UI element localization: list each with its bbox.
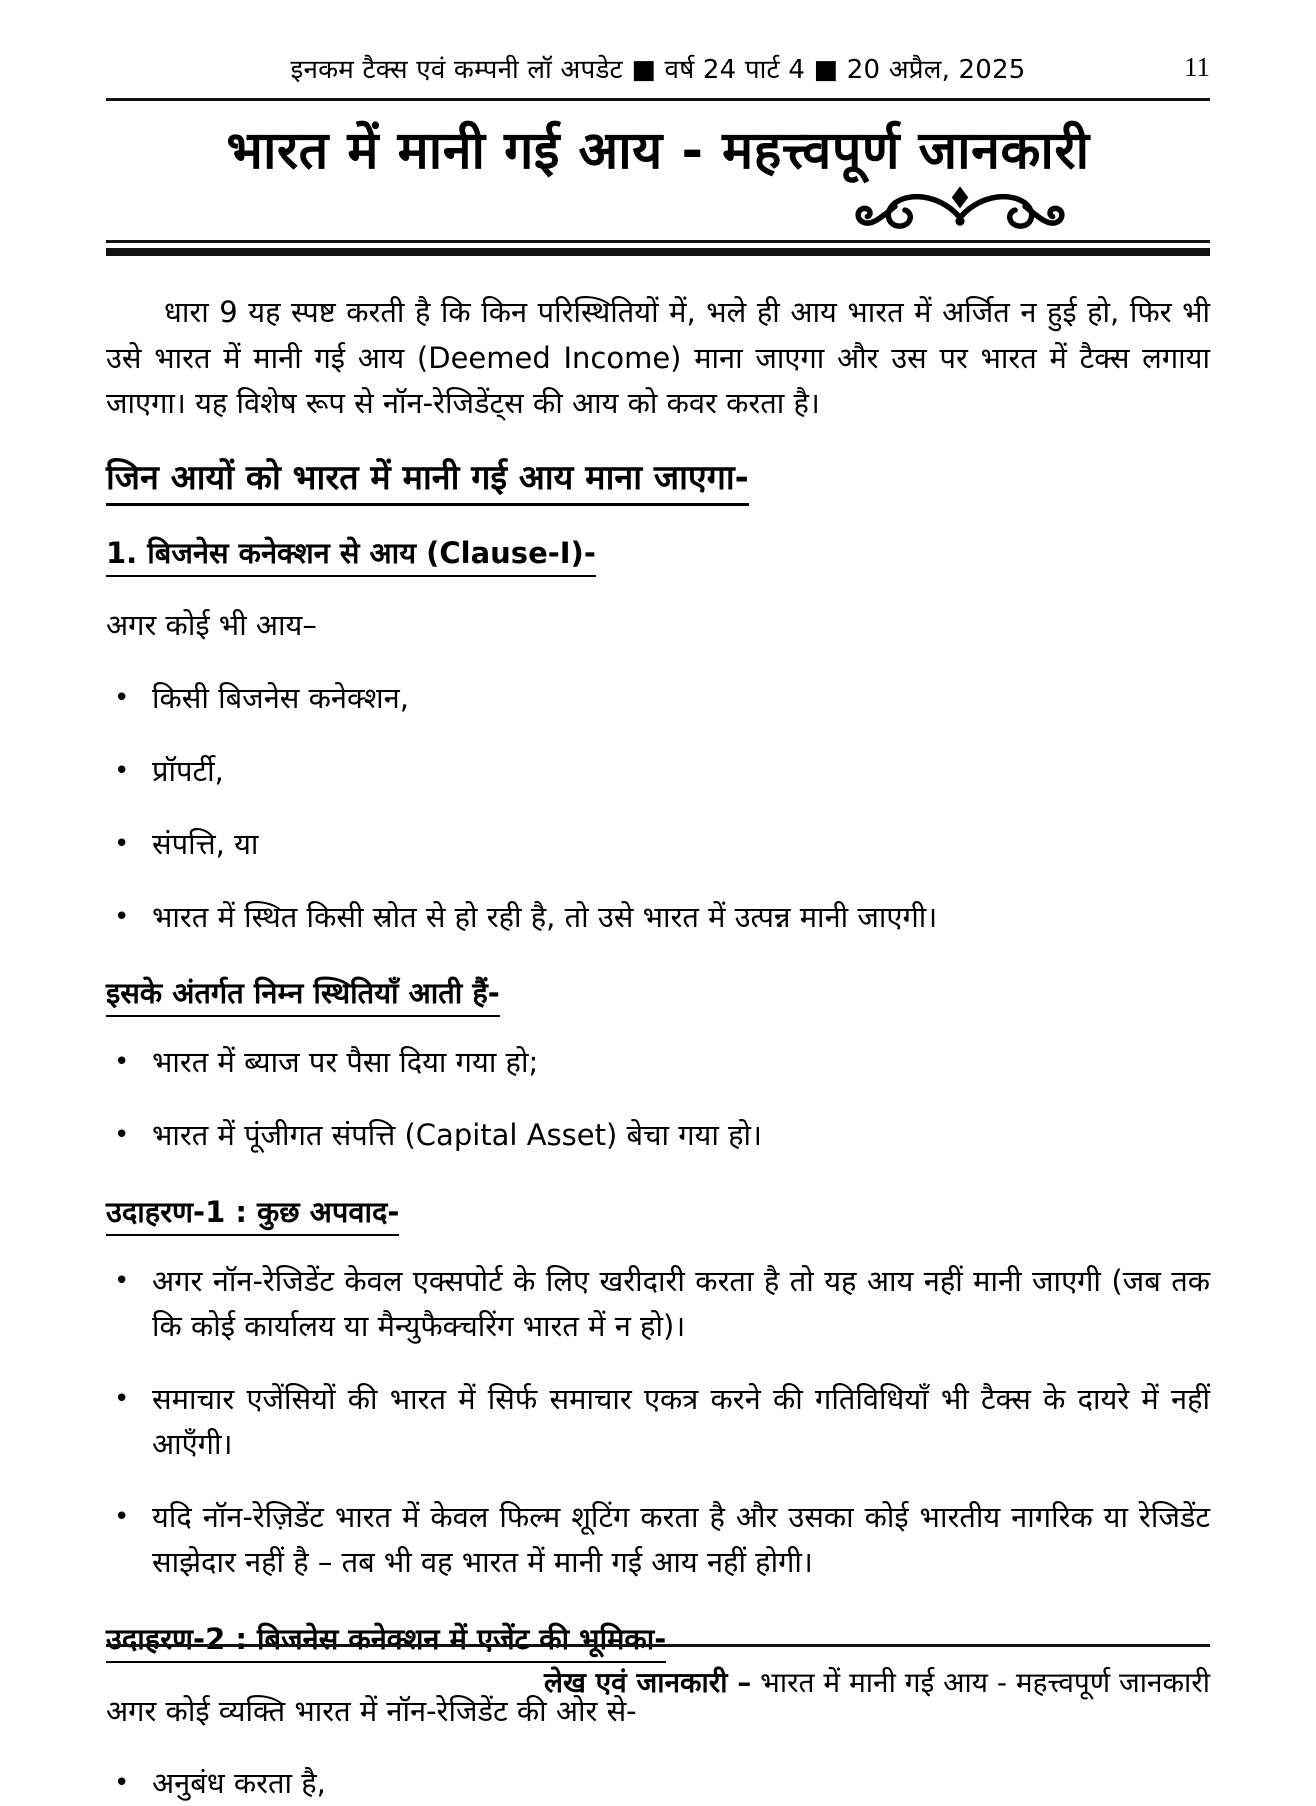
bullet-icon [106, 822, 152, 867]
bullet-icon [106, 1040, 152, 1085]
subheading-situations: इसके अंतर्गत निम्न स्थितियाँ आती हैं- [106, 973, 1210, 1012]
journal-issue-line: इनकम टैक्स एवं कम्पनी लॉ अपडेट ■ वर्ष 24 पार्ट 4 ■ 20 अप्रैल, 2025 [290, 55, 1026, 85]
bullet-list-agent-role [106, 1761, 1210, 1806]
footer-rule [106, 1644, 1210, 1647]
bullet-icon [106, 1495, 152, 1585]
footer-line [106, 1663, 1210, 1701]
list-item: • प्रॉपर्टी, [106, 749, 1210, 794]
intro-paragraph: धारा 9 यह स्पष्ट करती है कि किन परिस्थितियों में, भले ही आय भारत में अर्जित न हुई हो, फिर भी उसे भारत में मानी गई आय (Deemed Income) माना जाएगा और उस पर भारत में टैक्स लगाया जाएगा। यह विशेष रूप से नॉन-रेजिडेंट्स की आय को कवर करता है। [106, 294, 1210, 421]
bullet-icon [106, 895, 152, 940]
bullet-list-exceptions [106, 1259, 1210, 1585]
list-item: • भारत में स्थित किसी स्रोत से हो रही है, तो उसे भारत में उत्पन्न मानी जाएगी। [106, 895, 1210, 940]
bullet-list-situations [106, 1040, 1210, 1158]
ornament-row [106, 184, 1210, 240]
lead-paragraph-agent: अगर कोई व्यक्ति भारत में नॉन-रेजिडेंट की ओर से- [106, 1693, 637, 1728]
subheading-business-connection: 1. बिजनेस कनेक्शन से आय (Clause-I)- [106, 533, 1210, 572]
bullet-icon [106, 1377, 152, 1467]
page-header [106, 0, 1210, 92]
bullet-icon [106, 1259, 152, 1349]
subheading-example-2: उदाहरण-2 : बिजनेस कनेक्शन में एजेंट की भूमिका- [106, 1619, 1210, 1658]
list-item: • अनुबंध करता है, [106, 1761, 1210, 1806]
title-rule-thin [106, 240, 1210, 243]
list-item: • अगर नॉन-रेजिडेंट केवल एक्सपोर्ट के लिए खरीदारी करता है तो यह आय नहीं मानी जाएगी (जब तक कि कोई कार्यालय या मैन्युफैक्चरिंग भारत में न हो)। [106, 1259, 1210, 1349]
bullet-list-income-sources [106, 676, 1210, 940]
bullet-icon [106, 749, 152, 794]
article-title: भारत में मानी गई आय - महत्त्वपूर्ण जानकारी [226, 121, 1090, 181]
list-item: • भारत में पूंजीगत संपत्ति (Capital Asset) बेचा गया हो। [106, 1113, 1210, 1158]
list-item: • भारत में ब्याज पर पैसा दिया गया हो; [106, 1040, 1210, 1085]
lead-paragraph: अगर कोई भी आय– [106, 608, 317, 643]
footer-article-title: भारत में मानी गई आय - महत्त्वपूर्ण जानकारी [760, 1666, 1210, 1699]
list-item: • किसी बिजनेस कनेक्शन, [106, 676, 1210, 721]
list-item: • समाचार एजेंसियों की भारत में सिर्फ समाचार एकत्र करने की गतिविधियाँ भी टैक्स के दायरे में नहीं आएँगी। [106, 1377, 1210, 1467]
header-rule [106, 98, 1210, 101]
page-footer [106, 1644, 1210, 1701]
footer-section-label: लेख एवं जानकारी – [544, 1666, 752, 1699]
subheading-example-1: उदाहरण-1 : कुछ अपवाद- [106, 1192, 1210, 1231]
title-rule-thick [106, 248, 1210, 256]
bullet-icon [106, 1113, 152, 1158]
bullet-icon [106, 1761, 152, 1806]
list-item: • यदि नॉन-रेज़िडेंट भारत में केवल फिल्म शूटिंग करता है और उसका कोई भारतीय नागरिक या रेजिडेंट साझेदार नहीं है – तब भी वह भारत में मानी गई आय नहीं होगी। [106, 1495, 1210, 1585]
list-item: • संपत्ति, या [106, 822, 1210, 867]
bullet-icon [106, 676, 152, 721]
flourish-ornament-icon [850, 184, 1070, 240]
page-number: 11 [1184, 52, 1210, 82]
section-heading: जिन आयों को भारत में मानी गई आय माना जाएगा- [106, 453, 1210, 499]
